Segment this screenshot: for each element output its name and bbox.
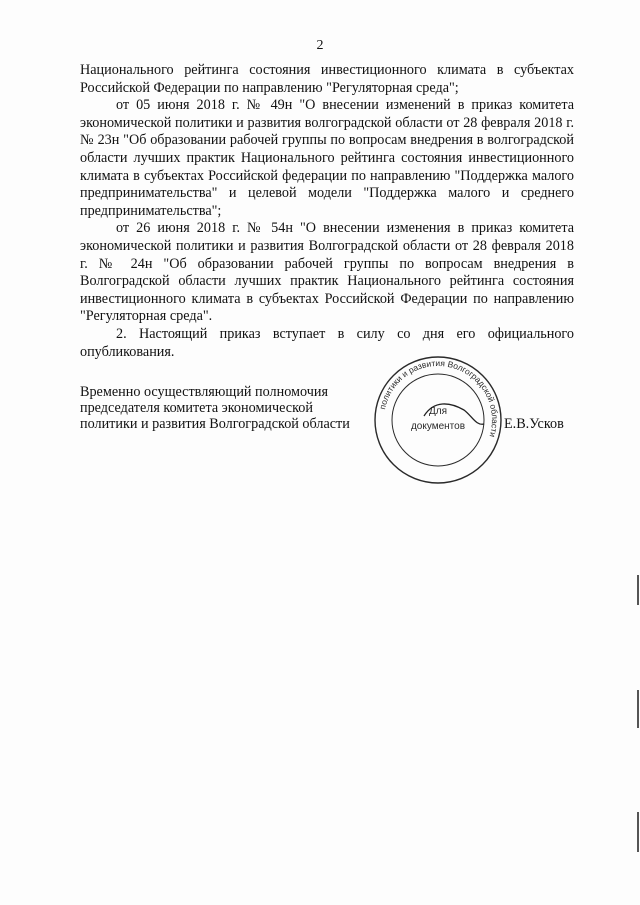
signer-name: Е.В.Усков [504,416,564,432]
scan-edge-mark [637,690,639,728]
paragraph-order-49n: от 05 июня 2018 г. № 49н "О внесении изменений в приказ комитета экономической политики и развития волгоградской области от 28 февраля 2018 г. № 23н "Об образовании рабочей группы по вопросам внедрения в волгоградской области лучших практик Национального рейтинга состояния инвестиционного климата в субъектах Российской федерации по направлению "Поддержка малого предпринимательства" и целевой модели "Поддержка малого и среднего предпринимательства"; [80,97,574,219]
paragraph-continuation: Национального рейтинга состояния инвестиционного климата в субъектах Российской Федерации по направлению "Регуляторная среда"; [80,62,574,96]
scan-edge-mark [637,812,639,852]
document-body [80,62,574,361]
signer-position-line: председателя комитета экономической [80,399,313,416]
signer-position [80,385,380,432]
scan-edge-mark [637,575,639,605]
signer-position-line: политики и развития Волгоградской области [80,415,350,432]
paragraph-effective-date: 2. Настоящий приказ вступает в силу со дня его официального опубликования. [80,325,574,360]
stamp-center-text-top: Для [428,406,448,417]
official-stamp [372,354,504,486]
stamp-center-text-bottom: документов [410,421,466,432]
signer-position-line: Временно осуществляющий полномочия [80,384,329,400]
paragraph-order-54n: от 26 июня 2018 г. № 54н "О внесении изменения в приказ комитета экономической политики и развития Волгоградской области от 28 февраля 2018 г. № 24н "Об образовании рабочей группы по вопросам внедрения в Волгоградской области лучших практик Национального рейтинга состояния инвестиционного климата в субъектах Российской Федерации по направлению "Регуляторная среда". [80,220,574,325]
stamp-outer-text: политики и развития Волгоградской области [377,357,501,439]
page-number: 2 [316,38,324,53]
